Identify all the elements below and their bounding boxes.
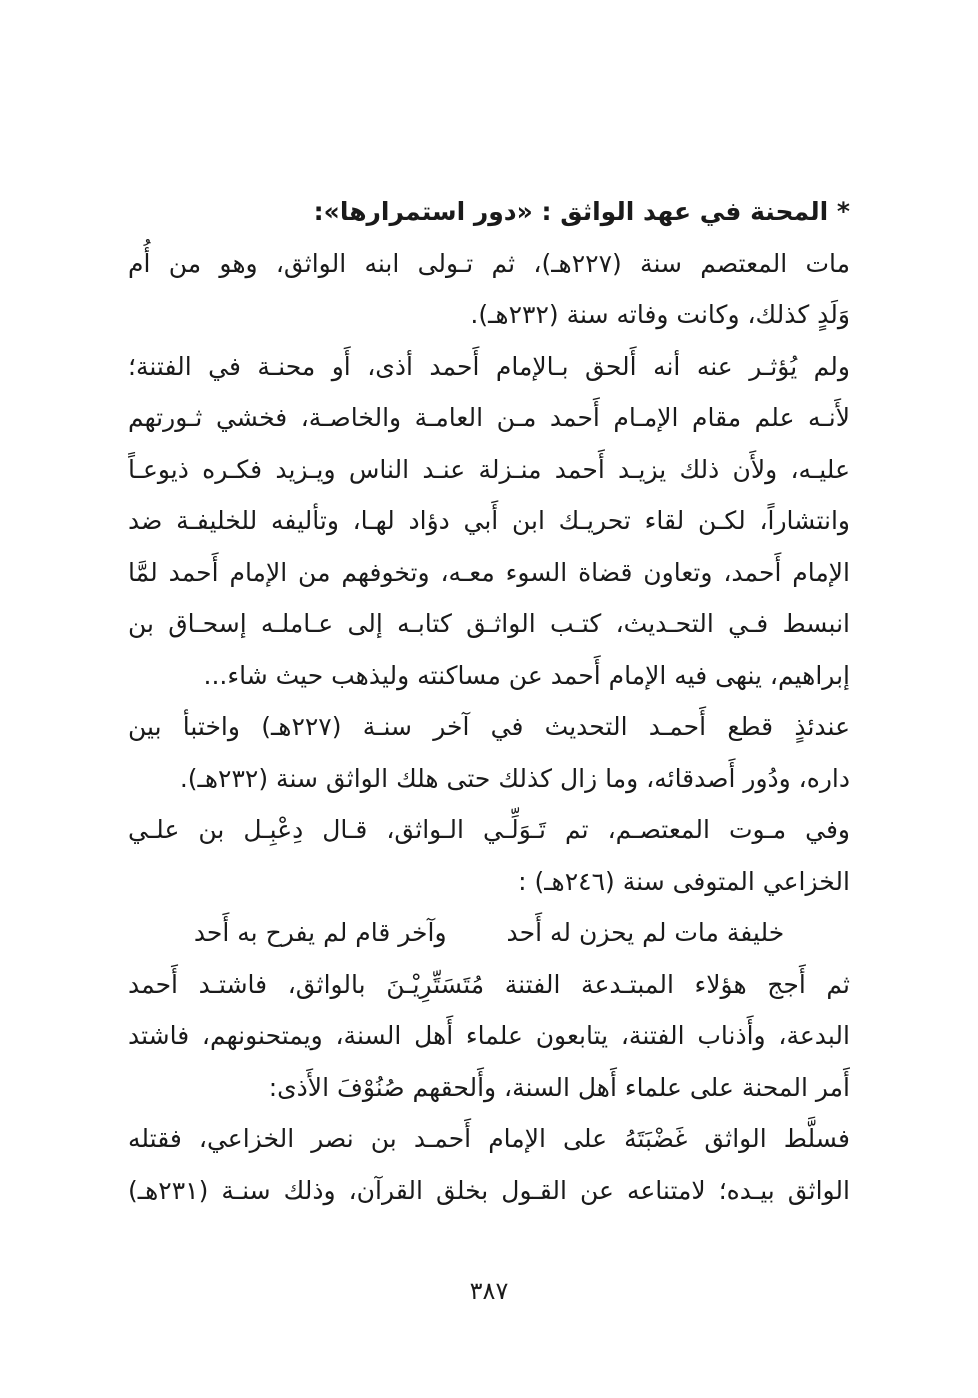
text-line: الواثق بيـده؛ لامتناعه عن القـول بخلق القرآن، وذلك سنـة (٢٣١هـ) bbox=[128, 1175, 850, 1205]
text-line: ثم أَجج هؤلاء المبتـدعة الفتنة مُتَسَتِّرِيْـنَ بالواثق، فاشتـد أَحمد bbox=[128, 969, 850, 999]
text-line: انبسط فـي التحـديث، كتـب الواثـق كتابـه إلى عـاملـه إسحـاق بن bbox=[128, 609, 850, 638]
text-line: عليـه، ولأَن ذلك يزيـد أَحمد منـزلة عنـد الناس ويـزيد فكـره ذيوعـاً bbox=[128, 454, 850, 484]
text-line: أَمر المحنة على علماء أَهل السنة، وأَلحقهم صُنُوْفَ الأَذى: bbox=[268, 1072, 850, 1102]
text-line: مات المعتصم سنة (٢٢٧هـ)، ثم تـولى ابنه الواثق، وهو من أُم bbox=[128, 248, 850, 278]
text-line: إبراهيم، ينهى فيه الإمام أَحمد عن مساكنته وليذهب حيث شاء... bbox=[203, 660, 850, 690]
page-number: ٣٨٧ bbox=[469, 1277, 509, 1305]
poem-verse bbox=[128, 907, 850, 959]
text-line: الخزاعي المتوفى سنة (٢٤٦هـ) : bbox=[518, 866, 850, 896]
text-line: لأَنـه علم مقام الإمـام أَحمد مـن العامـة والخاصـة، فخشي ثـورتهم bbox=[128, 403, 850, 432]
text-line: البدعة، وأَذناب الفتنة، يتابعون علماء أَهل السنة، ويمتحنونهم، فاشتد bbox=[128, 1021, 850, 1050]
text-line: الإمام أَحمد، وتعاون قضاة السوء معـه، وتخوفهم من الإمام أَحمد لمَّا bbox=[128, 557, 850, 587]
text-line: وانتشاراً، لكـن لقاء تحريـك ابن أَبي دؤاد لهـا، وتأليفه للخليفـة ضد bbox=[128, 506, 850, 535]
text-line: فسلَّط الواثق غَضْبَتَهُ على الإمام أَحمـد بن نصر الخزاعي، فقتله bbox=[128, 1124, 850, 1153]
poem-hemistich-second: وآخر قام لم يفرح به أَحد bbox=[193, 918, 447, 947]
text-line: وَلَدٍ كذلك، وكانت وفاته سنة (٢٣٢هـ). bbox=[470, 300, 850, 329]
text-line: ولم يُؤثـر عنه أنه أَلحق بـالإمام أَحمد أذى، أَو محنـة في الفتنة؛ bbox=[128, 351, 850, 381]
text-line: داره، ودُور أَصدقائه، وما زال كذلك حتى هلك الواثق سنة (٢٣٢هـ). bbox=[179, 763, 850, 793]
text-body bbox=[128, 186, 850, 1216]
text-line: عندئذٍ قطع أَحمـد التحديث في آخر سنـة (٢٢٧هـ) واختبأ بين bbox=[128, 712, 850, 741]
text-line: وفي مـوت المعتصـم، تم تَـوَلِّـي الـواثق، قـال دِعْبِـل بن علـي bbox=[128, 815, 850, 844]
poem-hemistich-first: خليفة مات لم يحزن له أَحد bbox=[506, 918, 785, 947]
section-heading: * المحنة في عهد الواثق : «دور استمرارها»: bbox=[313, 197, 850, 226]
